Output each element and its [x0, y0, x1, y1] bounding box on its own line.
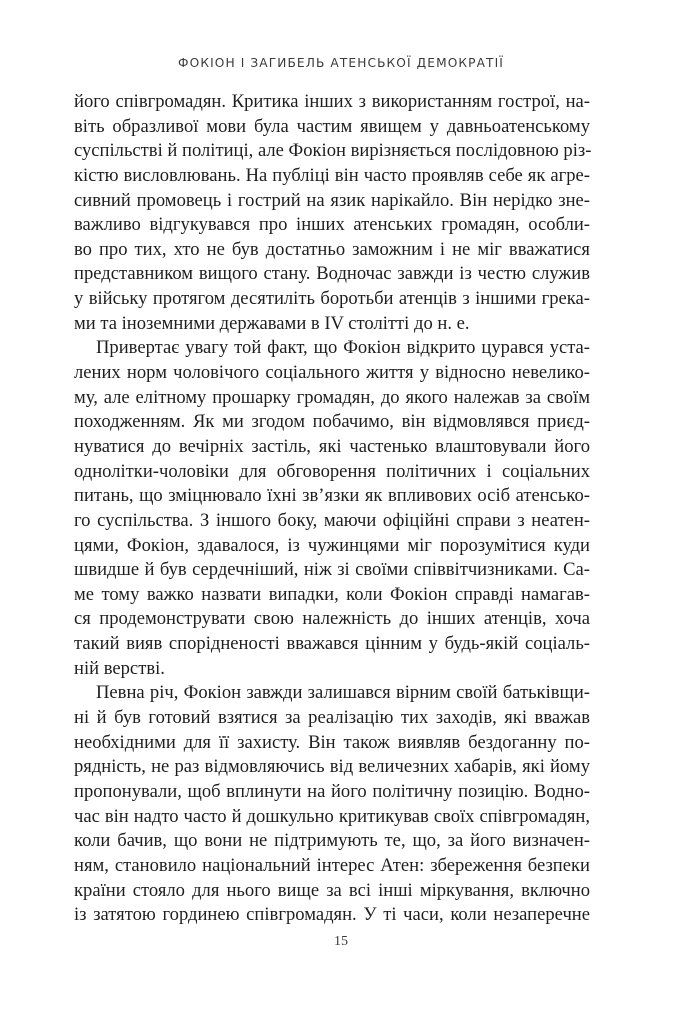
text-line: такий вияв спорідненості вважався цінним у будь-якій соціаль- — [74, 633, 590, 655]
text-line: віть образливої мови була частим явищем у давньоатенському — [74, 115, 590, 137]
text-line: ні й був готовий взятися за реалізацію тих заходів, які вважав — [74, 707, 590, 729]
text-line: швидше й був сердечніший, ніж зі своїми співвітчизниками. Са- — [74, 559, 590, 581]
text-line: му, але елітному прошарку громадян, до якого належав за своїм — [74, 386, 590, 408]
text-line: питань, що зміцнювало їхні зв’язки як впливових осіб атенсько- — [74, 485, 590, 507]
text-line: Привертає увагу той факт, що Фокіон відкрито цурався уста- — [96, 337, 590, 359]
text-line: необхідними для її захисту. Він також виявляв бездоганну по- — [74, 731, 590, 753]
text-line: походженням. Як ми згодом побачимо, він відмовлявся приєд- — [74, 411, 590, 433]
text-line: Певна річ, Фокіон завжди залишався вірним своїй батьківщи- — [96, 682, 590, 704]
text-line: пропонували, щоб вплинути на його політичну позицію. Водно- — [74, 780, 590, 802]
text-line: із затятою гординею співгромадян. У ті часи, коли незаперечне — [74, 904, 590, 926]
text-line: во про тих, хто не був достатньо заможним і не міг вважатися — [74, 238, 590, 260]
text-line: його співгромадян. Критика інших з використанням гострої, на- — [74, 91, 590, 112]
text-line: ся продемонструвати свою належність до інших атенців, хоча — [74, 608, 590, 630]
text-line: ням, становило національний інтерес Атен: збереження безпеки — [74, 854, 590, 876]
running-head: ФОКІОН І ЗАГИБЕЛЬ АТЕНСЬКОЇ ДЕМОКРАТІЇ — [178, 56, 504, 70]
text-line: коли бачив, що вони не підтримують те, що, за його визначен- — [74, 830, 590, 852]
text-line: країни стояло для нього вище за всі інші міркування, включно — [74, 879, 590, 901]
text-line: кістю висловлювань. На публіці він часто проявляв себе як агре- — [74, 164, 590, 186]
text-line: го суспільства. З іншого боку, маючи офіційні справи з неатен- — [74, 509, 590, 531]
page-number: 15 — [334, 934, 348, 949]
text-line: нуватися до вечірніх застіль, які частенько влаштовували його — [74, 435, 590, 457]
text-line: важливо відгукувався про інших атенських громадян, особли- — [74, 214, 590, 236]
text-line: ме тому важко назвати випадки, коли Фокіон справді намагав- — [74, 583, 590, 605]
text-line: ній верстві. — [74, 657, 165, 679]
text-line: цями, Фокіон, здавалося, із чужинцями міг порозумітися куди — [74, 534, 590, 556]
body-text — [74, 90, 590, 928]
text-line: суспільстві й політиці, але Фокіон вирізняється послідовною різ- — [74, 140, 592, 162]
text-line: час він надто часто й дошкульно критикував своїх співгромадян, — [74, 805, 590, 827]
text-line: лених норм чоловічого соціального життя у відносно невелико- — [74, 362, 590, 384]
text-line: у війську протягом десятиліть боротьби атенців з іншими грека- — [74, 288, 590, 310]
text-line: сивний промовець і гострий на язик нарікайло. Він нерідко зне- — [74, 189, 590, 211]
text-line: однолітки-чоловіки для обговорення політичних і соціальних — [74, 460, 590, 482]
text-line: ми та іноземними державами в IV столітті до н. е. — [74, 312, 470, 334]
text-line: рядність, не раз відмовляючись від величезних хабарів, які йому — [74, 756, 590, 778]
text-line: представником вищого стану. Водночас завжди із честю служив — [74, 263, 590, 285]
